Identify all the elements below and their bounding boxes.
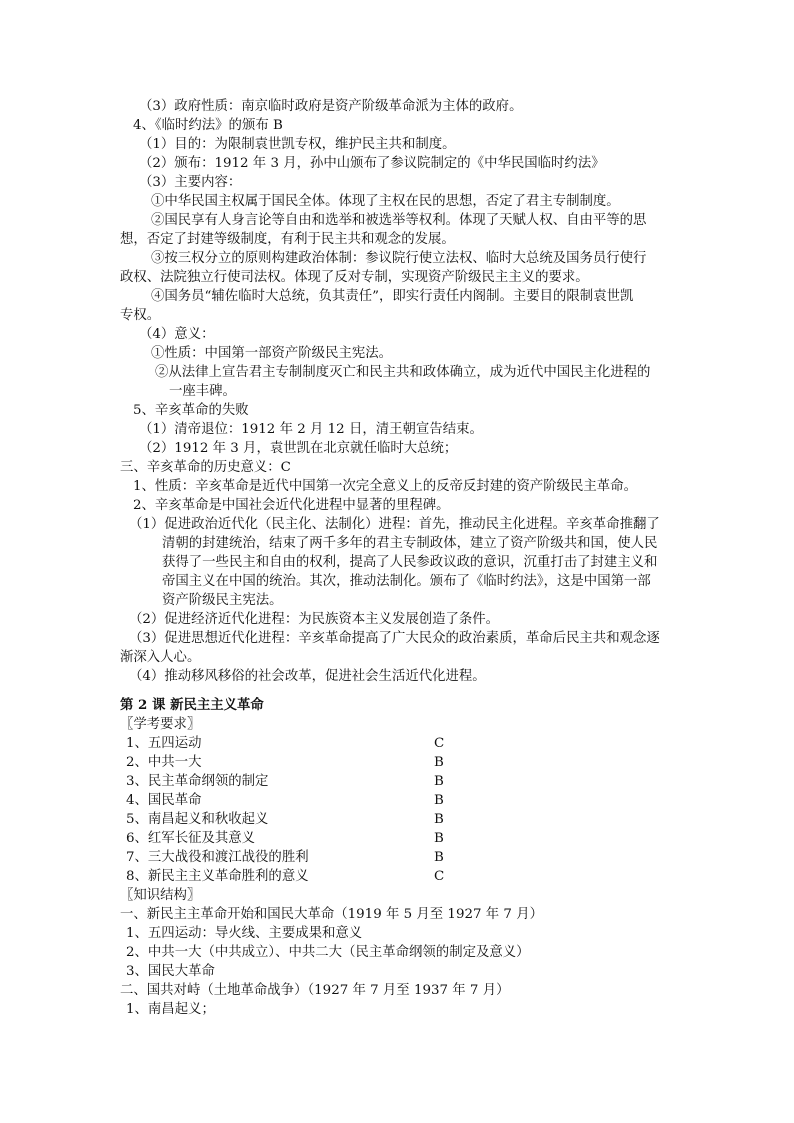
text-line: 专权。 [120,308,161,323]
text-line: ④国务员“辅佐临时大总统，负其责任”，即实行责任内阁制。主要目的限制袁世凯 [151,289,634,304]
section-heading: 〖学考要求〗 [120,717,201,732]
text-line: 3、国民大革命 [126,964,215,979]
requirement-item: 6、红军长征及其意义 [126,831,256,846]
section-heading: 〖知识结构〗 [120,888,201,903]
text-line: 1、性质：辛亥革命是近代中国第一次完全意义上的反帝反封建的资产阶级民主革命。 [133,479,637,494]
text-line: ③按三权分立的原则构建政治体制：参议院行使立法权、临时大总统及国务员行使行 [151,251,647,266]
text-line: ①中华民国主权属于国民全体。体现了主权在民的思想，否定了君主专制制度。 [151,194,620,209]
text-line: （3）主要内容： [139,175,242,190]
requirement-item: 2、中共一大 [126,755,202,770]
requirement-item: 3、民主革命纲领的制定 [126,774,269,789]
text-line: 一座丰碑。 [169,384,236,399]
requirement-grade: B [434,774,444,789]
text-line: （3）促进思想近代化进程：辛亥革命提高了广大民众的政治素质，革命后民主共和观念逐 [129,631,660,646]
requirement-grade: B [434,812,444,827]
requirement-grade: B [434,755,444,770]
section-heading: 5、辛亥革命的失败 [133,403,249,418]
text-line: 清朝的封建统治，结束了两千多年的君主专制政体，建立了资产阶级共和国，使人民 [162,536,658,551]
text-line: （1）促进政治近代化（民主化、法制化）进程：首先，推动民主化进程。辛亥革命推翻了 [129,517,660,532]
text-line: 2、中共一大（中共成立）、中共二大（民主革命纲领的制定及意义） [126,945,530,960]
requirement-item: 7、三大战役和渡江战役的胜利 [126,850,309,865]
section-heading: 一、新民主主革命开始和国民大革命（1919 年 5 月至 1927 年 7 月） [120,907,543,922]
lesson-title: 第 2 课 新民主主义革命 [120,697,264,713]
section-heading: 4、《临时约法》的颁布 B [133,118,283,133]
section-heading: 二、国共对峙（土地革命战争）（1927 年 7 月至 1937 年 7 月） [120,983,510,998]
requirement-grade: B [434,831,444,846]
text-line: （3）政府性质：南京临时政府是资产阶级革命派为主体的政府。 [139,99,523,114]
text-line: 想，否定了封建等级制度，有利于民主共和观念的发展。 [120,232,455,247]
text-line: 1、五四运动：导火线、主要成果和意义 [126,926,363,941]
text-line: 帝国主义在中国的统治。其次，推动法制化。颁布了《临时约法》，这是中国第一部 [162,574,651,589]
text-line: （1）清帝退位：1912 年 2 月 12 日，清王朝宣告结束。 [139,422,483,437]
text-line: 2、辛亥革命是中国社会近代化进程中显著的里程碑。 [133,498,450,513]
requirement-grade: B [434,850,444,865]
text-line: 资产阶级民主宪法。 [162,593,283,608]
text-line: 政权、法院独立行使司法权。体现了反对专制，实现资产阶级民主主义的要求。 [120,270,589,285]
requirement-grade: C [434,869,445,884]
text-line: 获得了一些民主和自由的权利，提高了人民参政议政的意识，沉重打击了封建主义和 [162,555,658,570]
requirement-item: 1、五四运动 [126,736,202,751]
text-line: ②从法律上宣告君主专制制度灭亡和民主共和政体确立，成为近代中国民主化进程的 [155,365,651,380]
text-line: （1）目的：为限制袁世凯专权，维护民主共和制度。 [139,137,456,152]
requirement-item: 8、新民主主义革命胜利的意义 [126,869,309,884]
section-heading: 三、辛亥革命的历史意义：C [120,460,291,475]
text-line: （4）意义： [139,327,215,342]
text-line: 渐深入人心。 [120,650,201,665]
text-line: （2）促进经济近代化进程：为民族资本主义发展创造了条件。 [129,612,500,627]
text-line: （4）推动移风移俗的社会改革，促进社会生活近代化进程。 [129,669,486,684]
requirement-grade: B [434,793,444,808]
requirement-grade: C [434,736,445,751]
requirement-item: 5、南昌起义和秋收起义 [126,812,269,827]
text-line: （2）颁布：1912 年 3 月，孙中山颁布了参议院制定的《中华民国临时约法》 [139,156,605,171]
text-line: （2）1912 年 3 月，袁世凯在北京就任临时大总统； [139,441,458,456]
text-line: ①性质：中国第一部资产阶级民主宪法。 [151,346,393,361]
text-line: 1、南昌起义； [126,1002,215,1017]
text-line: ②国民享有人身言论等自由和选举和被选举等权利。体现了天赋人权、自由平等的思 [151,213,647,228]
requirement-item: 4、国民革命 [126,793,202,808]
